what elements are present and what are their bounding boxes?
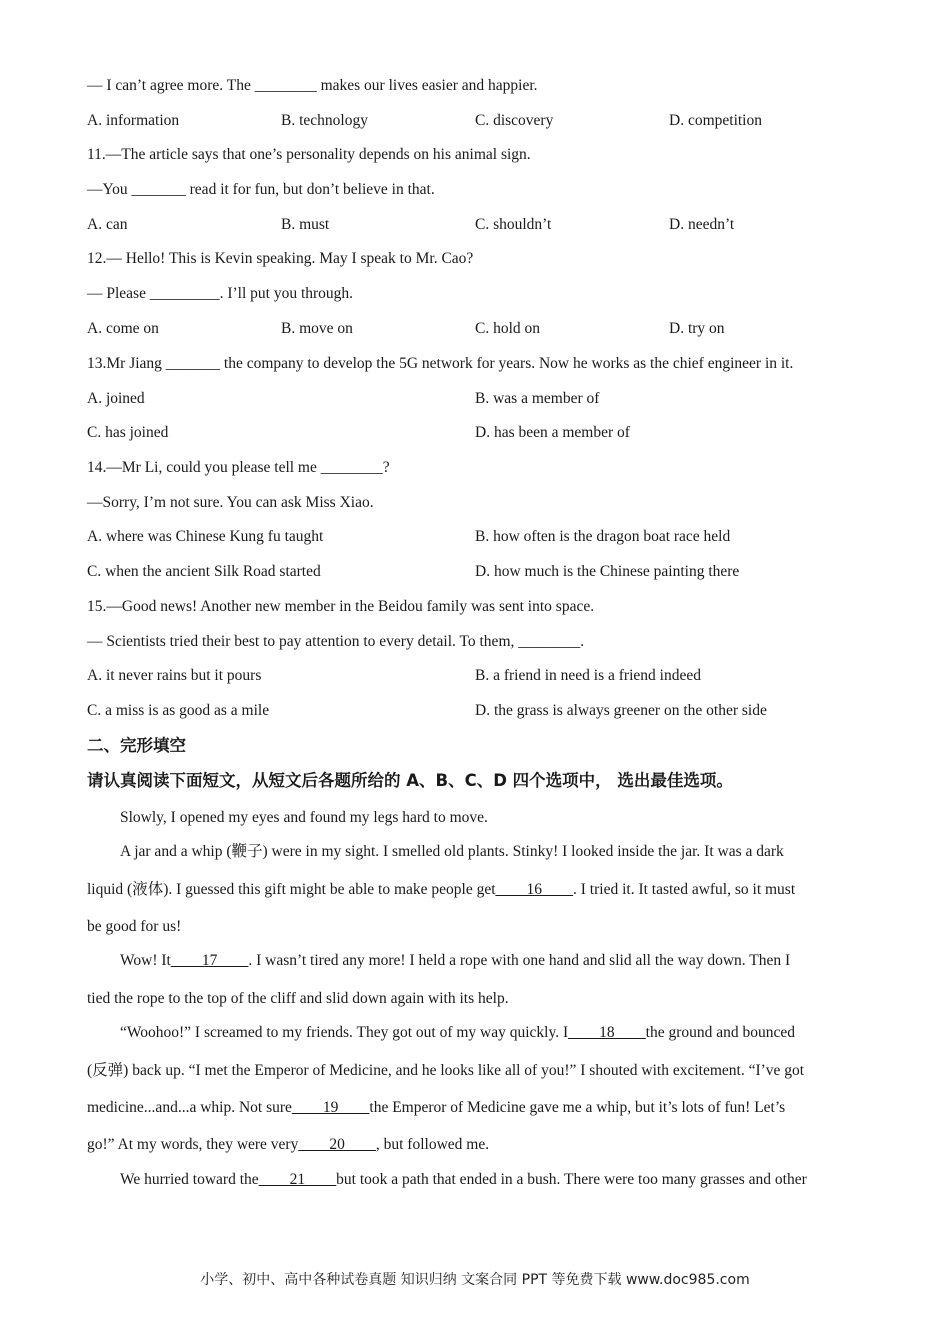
passage-para-2-line-1: A jar and a whip (鞭子) were in my sight. I smelled old plants. Stinky! I looked inside the jar. It was a dark: [120, 843, 784, 860]
q15-option-c: C. a miss is as good as a mile: [87, 702, 270, 719]
q11-option-a: A. can: [87, 216, 128, 233]
passage-text: . I wasn’t tired any more! I held a rope with one hand and slid all the way down. Then I: [248, 952, 791, 969]
q12-option-c: C. hold on: [475, 320, 541, 337]
passage-para-2-line-3: be good for us!: [87, 918, 182, 935]
page-footer: 小学、初中、高中各种试卷真题 知识归纳 文案合同 PPT 等免费下载 www.doc985.com: [200, 1272, 750, 1288]
q14-option-c: C. when the ancient Silk Road started: [87, 563, 321, 580]
passage-text: but took a path that ended in a bush. There were too many grasses and other: [336, 1171, 807, 1188]
q15-option-b: B. a friend in need is a friend indeed: [475, 667, 701, 684]
passage-para-4-line-4: [87, 1135, 489, 1155]
q14-question: 14.—Mr Li, could you please tell me ________?: [87, 459, 390, 476]
section-title: 二、完形填空: [87, 736, 186, 755]
q12-option-b: B. move on: [281, 320, 353, 337]
passage-para-2-line-2: [87, 880, 795, 900]
blank-16: ____16____: [495, 881, 574, 898]
q10-option-d: D. competition: [669, 112, 762, 129]
passage-text: medicine...and...a whip. Not sure: [87, 1099, 292, 1116]
q12-option-a: A. come on: [87, 320, 159, 337]
q14-option-d: D. how much is the Chinese painting there: [475, 563, 740, 580]
q10-option-a: A. information: [87, 112, 180, 129]
q10-option-c: C. discovery: [475, 112, 554, 129]
passage-text: liquid (液体). I guessed this gift might be able to make people get: [87, 881, 496, 898]
q13-option-c: C. has joined: [87, 424, 169, 441]
passage-para-4-line-2: (反弹) back up. “I met the Emperor of Medicine, and he looks like all of you!” I shouted with excitement. “I’ve got: [87, 1062, 805, 1079]
q13-option-b: B. was a member of: [475, 390, 600, 407]
blank-20: ____20____: [298, 1136, 376, 1153]
q13-option-a: A. joined: [87, 390, 145, 407]
q12-reply: — Please _________. I’ll put you through.: [87, 285, 354, 302]
q11-option-b: B. must: [281, 216, 330, 233]
passage-text: . I tried it. It tasted awful, so it must: [573, 881, 796, 898]
q10-option-b: B. technology: [281, 112, 368, 129]
q15-reply: — Scientists tried their best to pay attention to every detail. To them, ________.: [87, 633, 585, 650]
q10-line: — I can’t agree more. The ________ makes our lives easier and happier.: [87, 77, 538, 94]
passage-para-3-line-1: [120, 951, 790, 971]
q14-option-b: B. how often is the dragon boat race held: [475, 528, 731, 545]
q13-question: 13.Mr Jiang _______ the company to develop the 5G network for years. Now he works as the chief engineer in it.: [87, 355, 794, 372]
section-instruction: 请认真阅读下面短文，从短文后各题所给的 A、B、C、D 四个选项中， 选出最佳选项。: [87, 771, 733, 790]
passage-text: , but followed me.: [375, 1136, 490, 1153]
blank-17: ____17____: [170, 952, 249, 969]
q14-reply: —Sorry, I’m not sure. You can ask Miss Xiao.: [87, 494, 374, 511]
passage-text: the Emperor of Medicine gave me a whip, but it’s lots of fun! Let’s: [369, 1099, 786, 1116]
passage-text: We hurried toward the: [120, 1171, 259, 1188]
q11-reply: —You _______ read it for fun, but don’t believe in that.: [87, 181, 435, 198]
blank-21: ____21____: [258, 1171, 337, 1188]
q11-option-d: D. needn’t: [669, 216, 735, 233]
q15-option-a: A. it never rains but it pours: [87, 667, 262, 684]
passage-para-4-line-3: [87, 1098, 785, 1118]
passage-text: the ground and bounced: [645, 1024, 796, 1041]
q12-question: 12.— Hello! This is Kevin speaking. May I speak to Mr. Cao?: [87, 250, 474, 267]
q11-question: 11.—The article says that one’s personality depends on his animal sign.: [87, 146, 531, 163]
passage-para-3-line-2: tied the rope to the top of the cliff and slid down again with its help.: [87, 990, 509, 1007]
q13-option-d: D. has been a member of: [475, 424, 630, 441]
blank-18: ____18____: [568, 1024, 646, 1041]
passage-text: go!” At my words, they were very: [87, 1136, 299, 1153]
q11-option-c: C. shouldn’t: [475, 216, 552, 233]
blank-19: ____19____: [291, 1099, 370, 1116]
passage-text: Wow! It: [120, 952, 171, 969]
passage-text: “Woohoo!” I screamed to my friends. They got out of my way quickly. I: [120, 1024, 569, 1041]
q14-option-a: A. where was Chinese Kung fu taught: [87, 528, 324, 545]
passage-para-1: Slowly, I opened my eyes and found my legs hard to move.: [120, 809, 488, 826]
passage-para-4-line-1: [120, 1023, 795, 1043]
q15-question: 15.—Good news! Another new member in the Beidou family was sent into space.: [87, 598, 595, 615]
q12-option-d: D. try on: [669, 320, 725, 337]
q15-option-d: D. the grass is always greener on the other side: [475, 702, 767, 719]
passage-para-5-line-1: [120, 1170, 807, 1190]
